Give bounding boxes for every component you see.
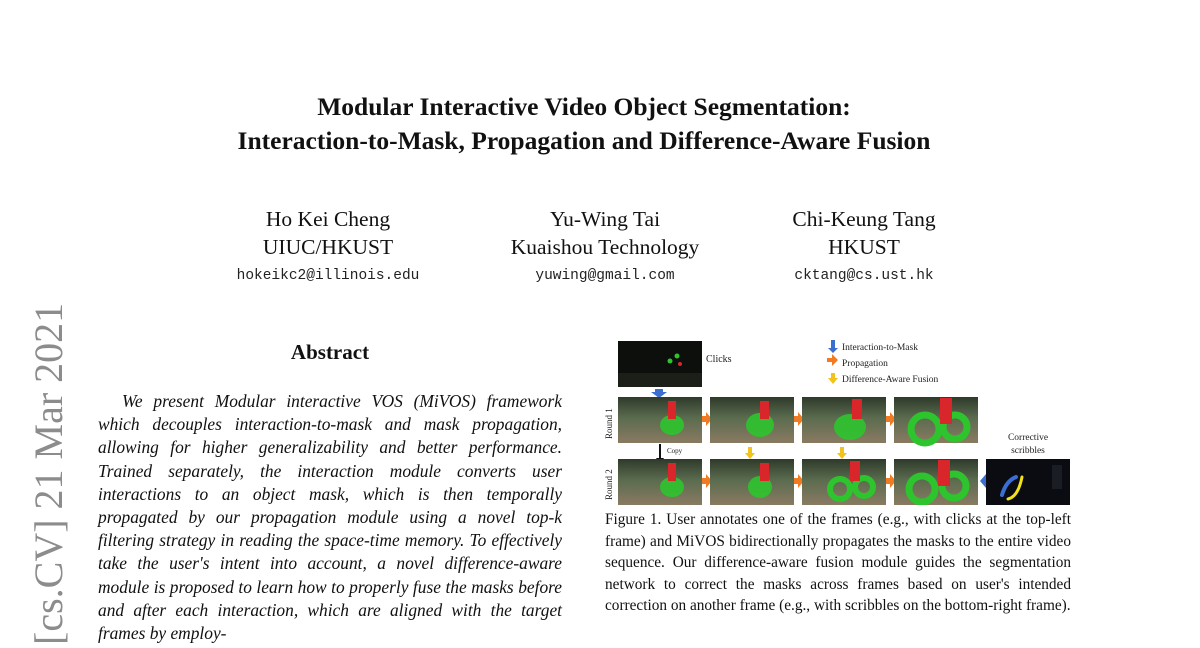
title-line-1: Modular Interactive Video Object Segmentation: [317,92,851,121]
legend-interaction: Interaction-to-Mask [842,343,918,353]
interaction-arrow-icon [828,340,838,353]
author-3 [758,205,970,291]
author-affiliation: UIUC/HKUST [262,235,394,259]
round-1-label: Round 1 [604,408,614,439]
clicks-label: Clicks [706,354,732,365]
author-name: Yu-Wing Tai [549,207,661,231]
author-1 [228,205,428,291]
author-affiliation: Kuaishou Technology [510,235,700,259]
video-frame [894,397,978,443]
clicks-frame [618,341,702,387]
video-frame [894,459,978,505]
click-dot [678,362,682,366]
fusion-arrow-icon [828,373,838,384]
legend-propagation: Propagation [842,359,888,369]
legend-fusion: Difference-Aware Fusion [842,375,939,385]
click-dot [675,354,680,359]
video-frame [710,459,794,505]
interaction-arrow-icon [651,389,667,398]
figure-caption: Figure 1. User annotates one of the frames (e.g., with clicks at the top-left frame) and MiVOS bidirectionally propagates the masks to the entire video sequence. Our difference-aware fusion module guides the segmentation network to correct the masks across frames based on user's intended correction on another frame (e.g., with scribbles on the bottom-right frame). [605,511,1071,614]
round-2-label: Round 2 [604,469,614,500]
video-frame [802,397,886,443]
figure-legend [827,340,939,385]
author-email[interactable]: cktang@cs.ust.hk [794,268,934,284]
author-email[interactable]: yuwing@gmail.com [535,268,675,284]
fusion-arrow-icon [837,447,847,459]
author-2 [498,205,712,291]
corrective-label: Corrective [1007,433,1049,443]
round-1-frames [618,397,978,443]
fusion-arrow-icon [745,447,755,459]
click-dot [668,359,673,364]
video-frame [618,459,702,505]
abstract-heading: Abstract [290,340,370,364]
author-email[interactable]: hokeikc2@illinois.edu [236,268,420,284]
scribbles-label: scribbles [1011,446,1045,456]
figure-1 [600,335,1072,505]
paper-title [0,90,1168,158]
arxiv-stamp: [cs.CV] 21 Mar 2021 [26,302,71,645]
copy-label: Copy [667,447,683,455]
video-frame [618,397,702,443]
author-name: Chi-Keung Tang [792,207,936,231]
round-2-frames [618,459,1070,505]
video-frame [710,397,794,443]
propagation-arrow-icon [827,354,838,366]
video-frame [802,459,886,505]
scribble-frame [986,459,1070,505]
author-name: Ho Kei Cheng [265,207,391,231]
title-line-2: Interaction-to-Mask, Propagation and Difference-Aware Fusion [237,126,931,155]
author-affiliation: HKUST [828,235,900,259]
abstract-body: We present Modular interactive VOS (MiVOS) framework which decouples interaction-to-mask and mask propagation, allowing for higher generalizability and better performance. Trained separately, the interaction module converts user interactions to an object mask, which is then temporally propagated by our propagation module using a novel top-k filtering strategy in reading the space-time memory. To effectively take the user's intent into account, a novel difference-aware module is proposed to learn how to properly fuse the masks before and after each interaction, which are aligned with the target frames by employ- [98,391,562,644]
